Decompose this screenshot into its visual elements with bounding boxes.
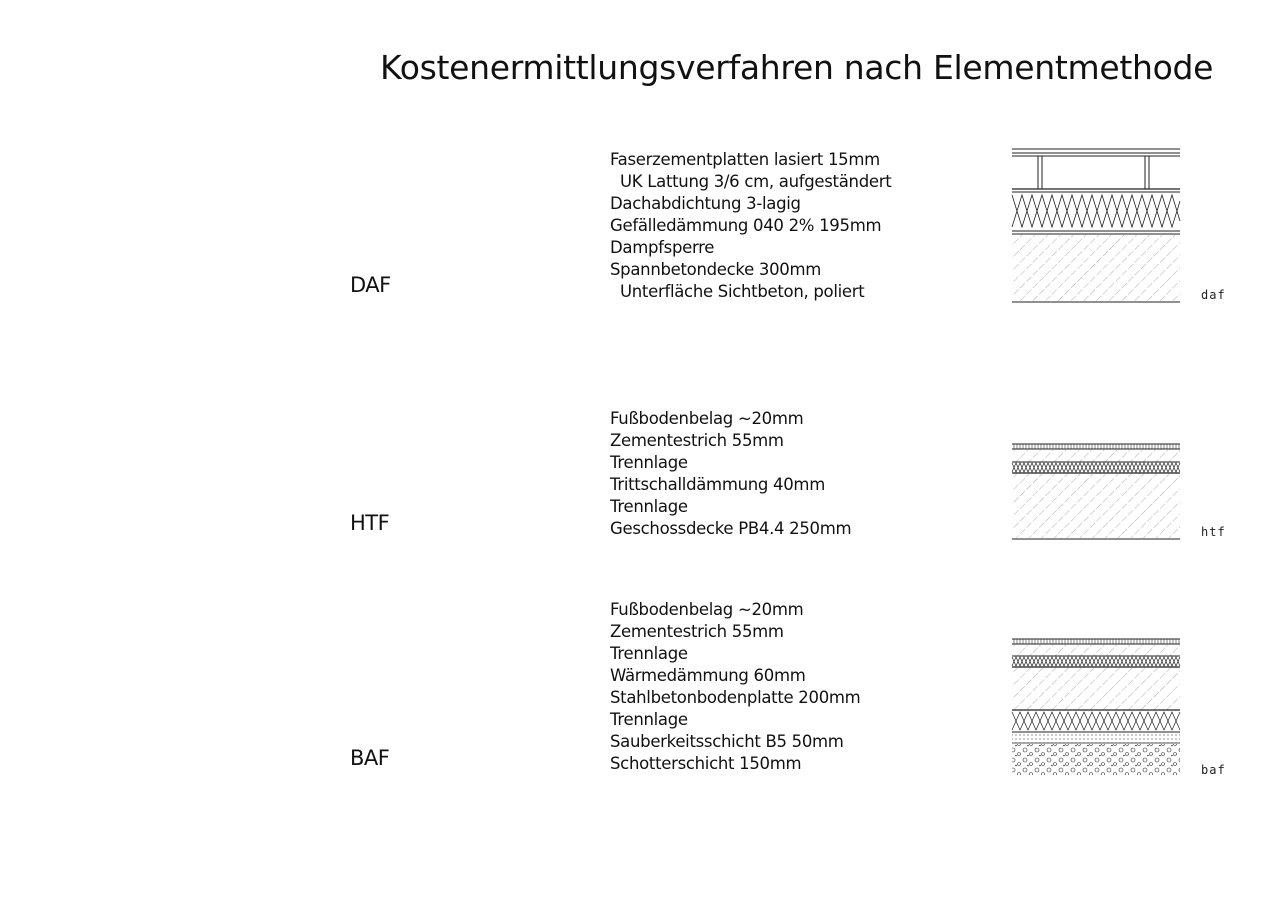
floor-section-diagram-htf — [1010, 442, 1182, 542]
layer-item: Dachabdichtung 3-lagig — [610, 194, 801, 213]
layer-item: Trennlage — [610, 497, 688, 516]
layer-item: Stahlbetonbodenplatte 200mm — [610, 688, 861, 707]
layer-item: Geschossdecke PB4.4 250mm — [610, 519, 852, 538]
layer-list-daf — [610, 149, 891, 303]
layer-item: Zementestrich 55mm — [610, 622, 784, 641]
layer-list-baf — [610, 599, 860, 775]
section-code-baf: BAF — [350, 746, 390, 770]
layer-item: Trennlage — [610, 710, 688, 729]
diagram-label-htf: htf — [1201, 525, 1226, 539]
layer-item: Fußbodenbelag ~20mm — [610, 409, 804, 428]
roof-section-diagram — [1010, 145, 1182, 307]
floor-section-diagram-baf — [1010, 637, 1182, 779]
layer-item: Trennlage — [610, 453, 688, 472]
diagram-label-baf: baf — [1201, 763, 1226, 777]
layer-item: Dampfsperre — [610, 238, 715, 257]
layer-list-htf — [610, 408, 851, 540]
layer-item: Fußbodenbelag ~20mm — [610, 600, 804, 619]
layer-item: Trittschalldämmung 40mm — [610, 475, 825, 494]
layer-item: Zementestrich 55mm — [610, 431, 784, 450]
layer-item: Trennlage — [610, 644, 688, 663]
layer-item: UK Lattung 3/6 cm, aufgeständert — [620, 172, 892, 191]
layer-item: Schotterschicht 150mm — [610, 754, 802, 773]
layer-item: Unterfläche Sichtbeton, poliert — [620, 282, 865, 301]
section-code-daf: DAF — [350, 273, 391, 297]
layer-item: Sauberkeitsschicht B5 50mm — [610, 732, 844, 751]
layer-item: Faserzementplatten lasiert 15mm — [610, 150, 880, 169]
section-code-htf: HTF — [350, 511, 390, 535]
layer-item: Spannbetondecke 300mm — [610, 260, 822, 279]
layer-item: Gefälledämmung 040 2% 195mm — [610, 216, 882, 235]
layer-item: Wärmedämmung 60mm — [610, 666, 806, 685]
diagram-label-daf: daf — [1201, 288, 1226, 302]
page-title: Kostenermittlungsverfahren nach Elementmethode — [380, 48, 1214, 87]
